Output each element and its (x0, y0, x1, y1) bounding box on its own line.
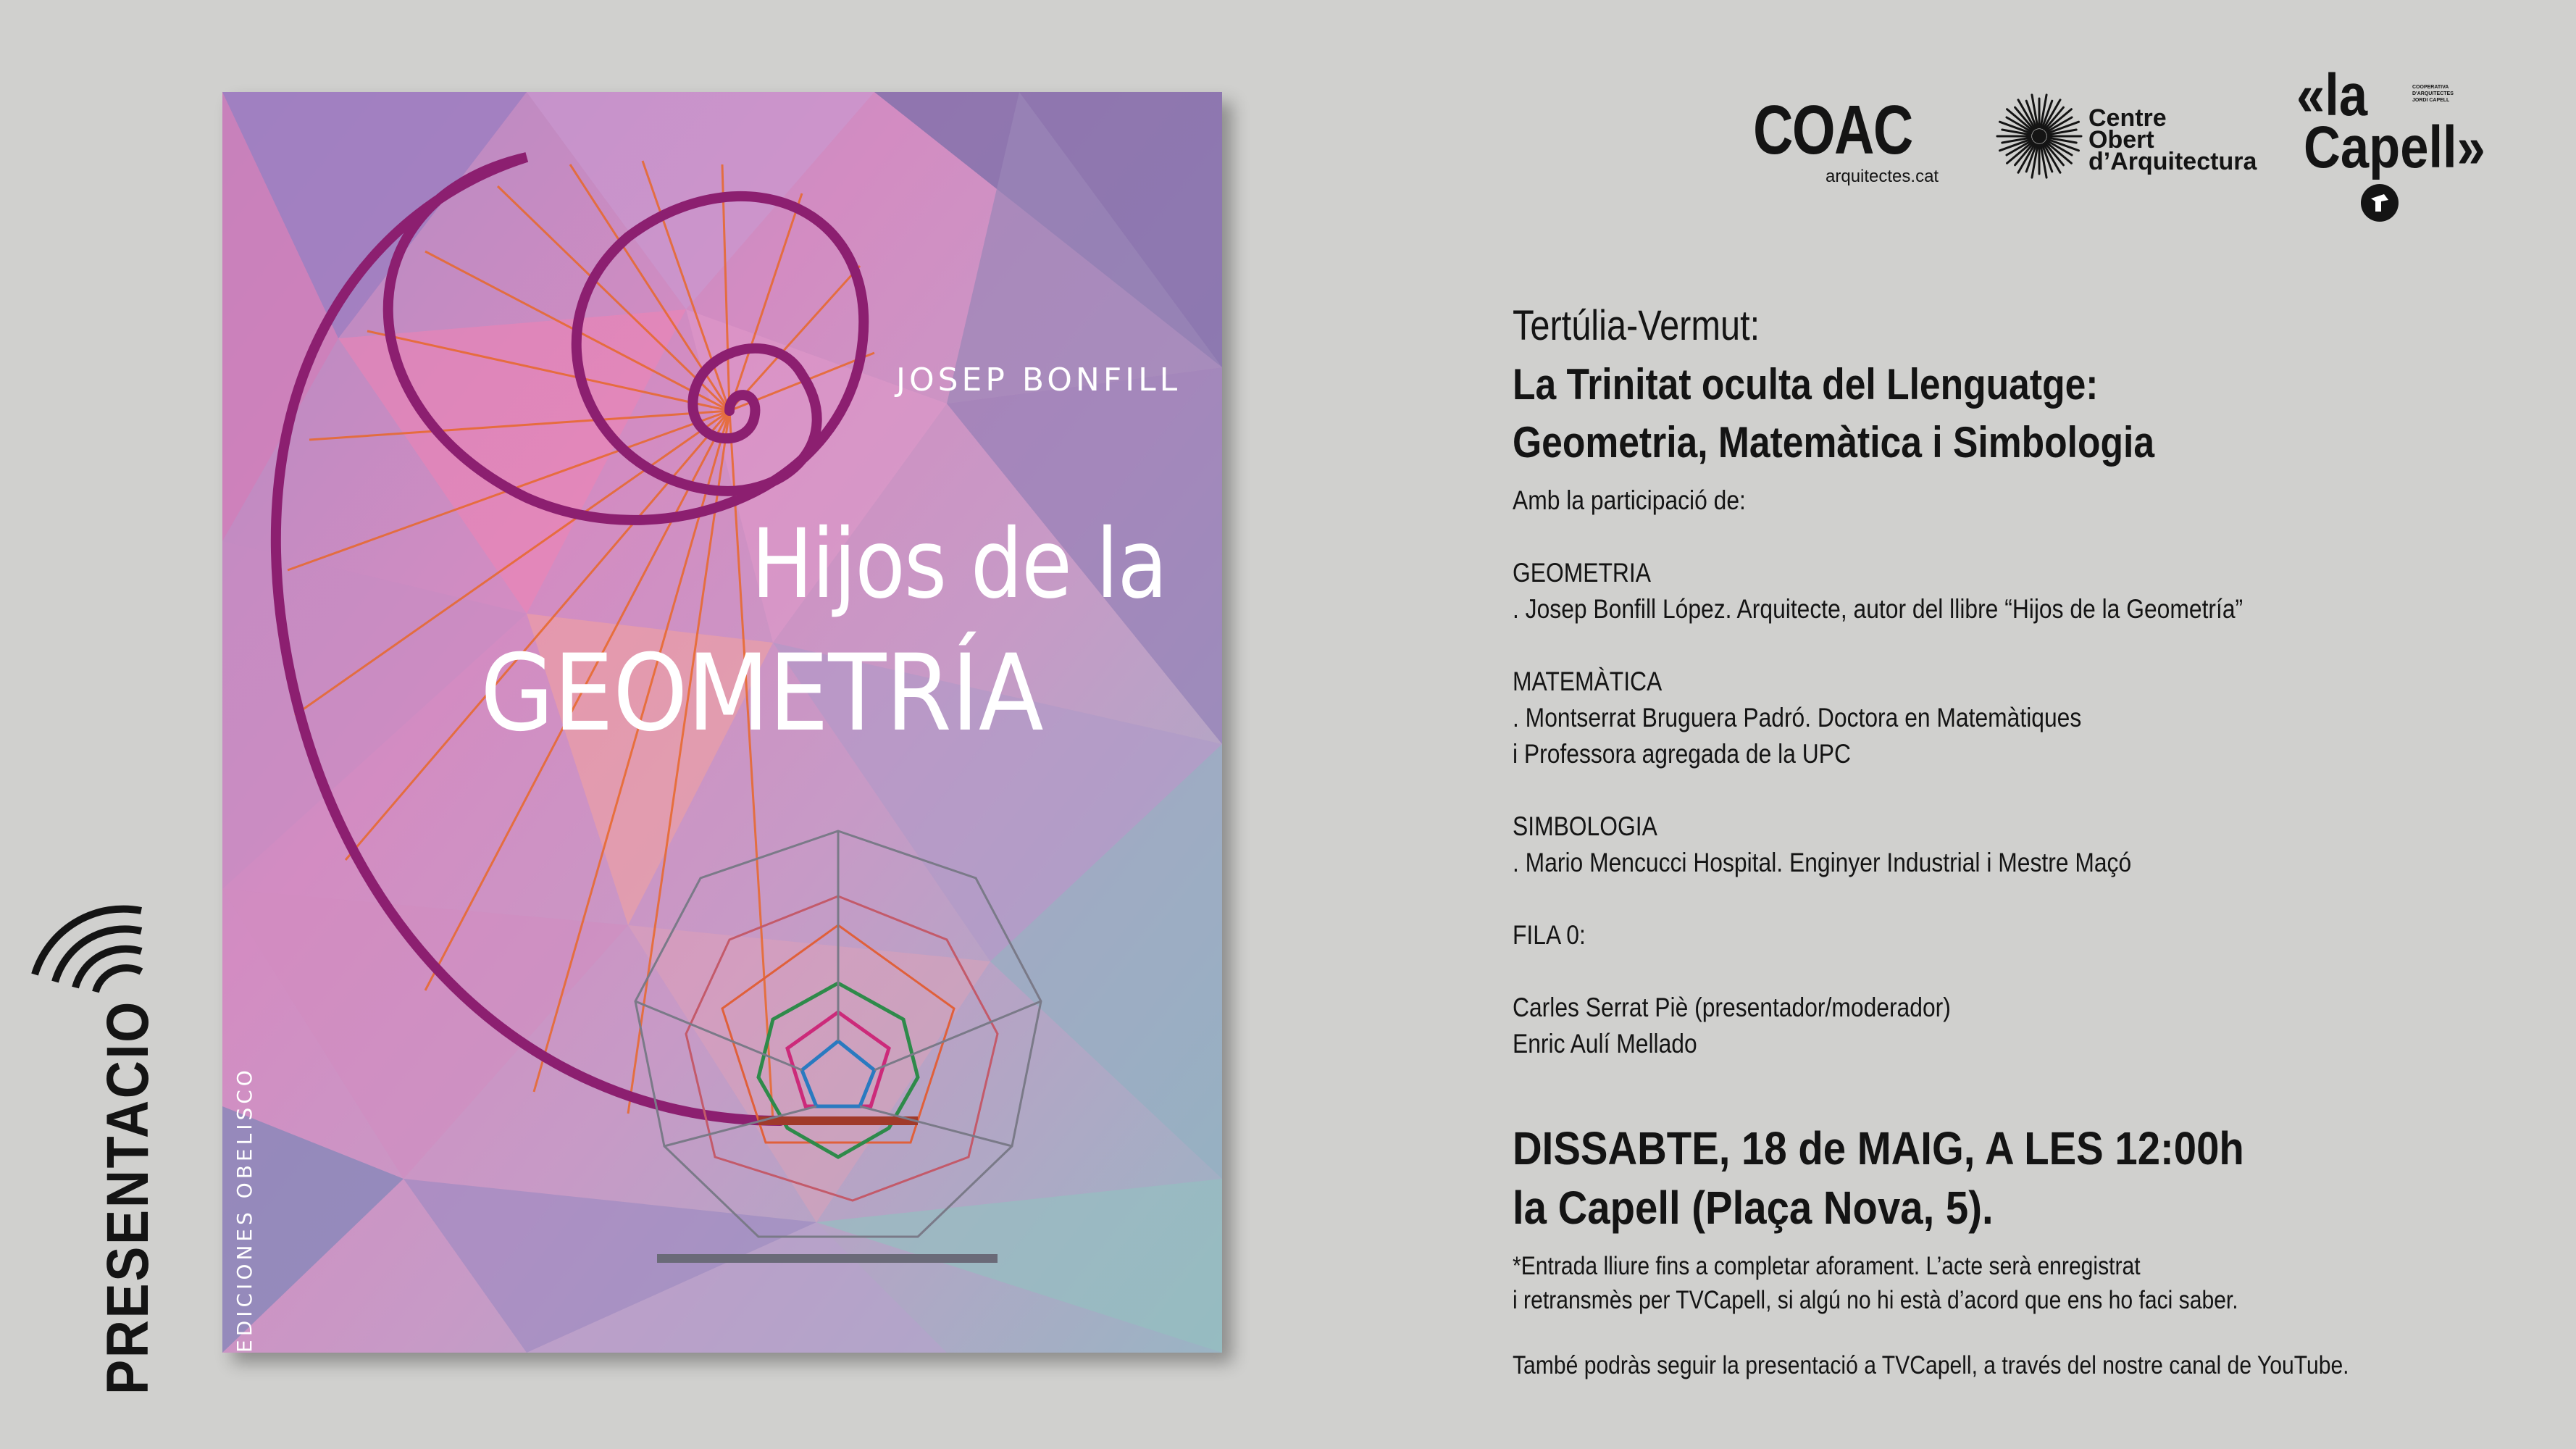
book-author: JOSEP BONFILL (896, 362, 1182, 398)
capell-coop-line1: COOPERATIVA (2412, 85, 2449, 90)
capell-logo-line1: «la (2296, 62, 2368, 128)
participant-geometria: . Josep Bonfill López. Arquitecte, autor del llibre “Hijos de la Geometría” (1513, 594, 2243, 624)
entry-note-line2: i retransmès per TVCapell, si algú no hi està d’acord que ens ho faci saber. (1513, 1286, 2238, 1314)
broadcast-icon (29, 902, 152, 1011)
book-title-line1: Hijos de la (751, 509, 1167, 620)
moderator-1: Carles Serrat Piè (presentador/moderador) (1513, 993, 1951, 1022)
book-title-line2: GEOMETRÍA (480, 632, 1043, 755)
coac-logo-url: arquitectes.cat (1826, 167, 1939, 186)
event-place: la Capell (Plaça Nova, 5). (1513, 1182, 1994, 1234)
event-title-line2: Geometria, Matemàtica i Simbologia (1513, 418, 2155, 467)
section-heading-geometria: GEOMETRIA (1513, 558, 1651, 588)
presentacio-side-label (72, 743, 161, 1395)
book-cover (222, 92, 1222, 1353)
event-date: DISSABTE, 18 de MAIG, A LES 12:00h (1513, 1122, 2244, 1174)
participant-simbologia: . Mario Mencucci Hospital. Enginyer Industrial i Mestre Maçó (1513, 848, 2132, 877)
participants-intro: Amb la participació de: (1513, 485, 1746, 515)
coac-logo-mark: COAC (1753, 91, 1912, 169)
book-publisher: EDICIONES OBELISCO (233, 1066, 256, 1353)
capell-coop-line2: D'ARQUITECTES (2412, 91, 2454, 96)
capell-coop-line3: JORDI CAPELL (2412, 98, 2450, 103)
participant-matematica: . Montserrat Bruguera Padró. Doctora en Matemàtiques (1513, 703, 2082, 732)
moderator-2: Enric Aulí Mellado (1513, 1029, 1697, 1058)
section-heading-simbologia: SIMBOLOGIA (1513, 811, 1657, 841)
presentacio-label: PRESENTACIO (95, 1000, 161, 1395)
capell-coop-text (2412, 84, 2454, 104)
starburst-icon (1996, 93, 2083, 180)
la-capell-logo[interactable] (2296, 62, 2499, 222)
centre-obert-arquitectura-logo[interactable] (1996, 93, 2257, 187)
centre-logo-line2: Obert (2088, 126, 2154, 154)
section-heading-matematica: MATEMÀTICA (1513, 667, 1663, 696)
participant-matematica-line2: i Professora agregada de la UPC (1513, 739, 1851, 769)
centre-logo-line3: d’Arquitectura (2088, 148, 2257, 175)
event-title-line1: La Trinitat oculta del Llenguatge: (1513, 360, 2099, 409)
capell-emblem-icon (2359, 183, 2400, 223)
entry-note-line1: *Entrada lliure fins a completar aforament. L’acte serà enregistrat (1513, 1252, 2141, 1280)
event-pretitle: Tertúlia-Vermut: (1513, 302, 1760, 349)
capell-logo-line2: Capell» (2304, 114, 2485, 180)
youtube-note: També podràs seguir la presentació a TVCapell, a través del nostre canal de YouTube. (1513, 1351, 2349, 1379)
centre-logo-line1: Centre (2088, 104, 2167, 132)
coac-logo[interactable] (1753, 91, 1952, 192)
section-heading-fila0: FILA 0: (1513, 920, 1586, 950)
